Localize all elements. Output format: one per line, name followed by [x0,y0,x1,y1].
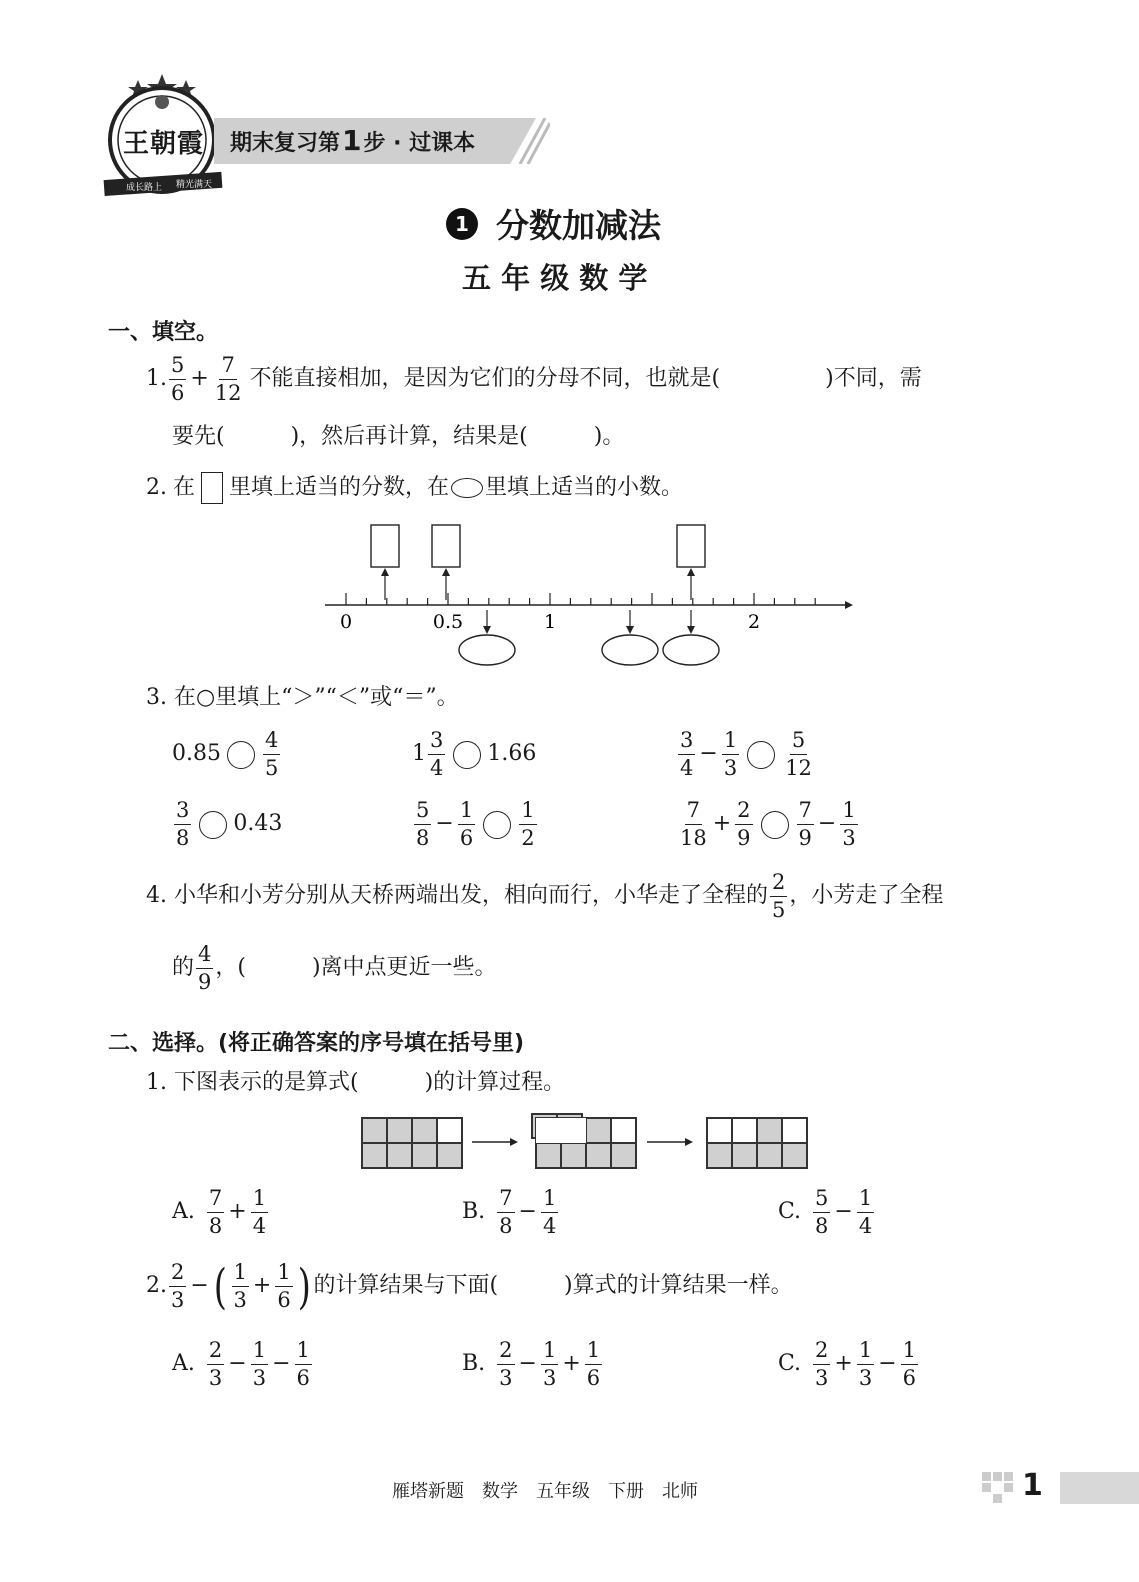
denominator: 8 [416,826,430,850]
question-1-3: 3. 在○里填上“＞”“＜”或“＝”。 [146,685,459,710]
denominator: 8 [208,1214,223,1238]
q2-text-a: 在 [173,474,196,500]
answer-ellipse[interactable] [602,635,658,665]
denominator: 6 [459,826,474,850]
fraction [275,1262,292,1311]
fraction [251,1188,268,1237]
fraction [263,730,280,779]
compare-r2c3 [676,800,860,849]
right-paren-icon: ) [297,1258,311,1315]
fraction [722,730,739,779]
denominator: 4 [542,1214,557,1238]
compare-circle[interactable] [747,741,775,769]
answer-box[interactable] [432,525,460,567]
q2-text-c: 里填上适当的小数。 [485,474,684,500]
grid-figure-3 [706,1117,808,1169]
arrow-right-icon [645,1134,695,1150]
logo-motto-left: 成长路上 [126,183,163,193]
denominator: 5 [264,756,279,780]
answer-box[interactable] [371,525,399,567]
denominator: 6 [296,1366,310,1390]
numerator: 1 [295,1340,312,1365]
denominator: 3 [858,1366,873,1390]
fraction [678,730,695,779]
subtitle: 五 年 级 数 学 [462,261,648,295]
fraction [857,1340,874,1389]
question-2-2 [146,1258,793,1315]
denominator: 9 [798,826,812,850]
denominator: 8 [499,1214,513,1238]
numerator: 3 [678,730,695,755]
banner-stripes-icon [490,118,550,164]
numerator: 7 [497,1188,514,1213]
question-1-2 [146,472,683,504]
fraction [196,944,213,993]
fraction [497,1340,514,1389]
compare-circle[interactable] [761,811,789,839]
footer-bar [1060,1472,1139,1504]
step-banner-text [230,124,475,157]
minus-sign: − [518,1351,537,1377]
option-letter: C. [778,1351,802,1377]
compare-circle[interactable] [199,811,227,839]
numerator: 4 [263,730,280,755]
q1-text-b: )不同，需 [825,366,922,392]
fraction [541,1188,558,1237]
denominator: 3 [499,1366,513,1390]
numerator: 7 [797,800,814,825]
numerator: 1 [901,1340,918,1365]
denominator: 4 [858,1214,873,1238]
minus-sign: − [228,1351,247,1377]
footer-text: 雁塔新题 数学 五年级 下册 北师 [392,1481,698,1502]
logo-motto-right: 精光满天 [176,180,213,190]
ellipse-icon [451,478,483,498]
fraction [497,1188,514,1237]
compare-r2c2 [412,800,539,849]
plus-sign: + [252,1273,272,1299]
option-letter: A. [172,1199,195,1225]
fraction [813,1340,830,1389]
denominator: 5 [772,898,786,922]
denominator: 6 [586,1366,601,1390]
fraction [783,730,814,779]
fraction [428,730,445,779]
fraction [251,1340,268,1389]
q2-text: 的计算结果与下面( )算式的计算结果一样。 [313,1273,793,1299]
denominator: 3 [723,756,738,780]
question-1-4 [146,872,943,921]
fraction [295,1340,312,1389]
question-1-1 [146,355,922,404]
numerator: 1 [251,1188,268,1213]
numerator: 7 [207,1188,224,1213]
whole-number: 1 [412,741,426,767]
numerator: 1 [519,800,536,825]
fraction [585,1340,602,1389]
minus-sign: − [272,1351,291,1377]
fraction [169,355,186,404]
numerator: 5 [790,730,807,755]
option-letter: C. [778,1199,802,1225]
q4-text: 4. 小华和小芳分别从天桥两端出发，相向而行，小华走了全程的 [146,883,768,909]
banner-suffix: 步 · 过课本 [363,131,476,156]
banner-prefix: 期末复习第 [230,131,341,156]
fraction [813,1188,830,1237]
grid-figure-1 [361,1117,463,1169]
numerator: 1 [232,1262,249,1287]
numerator: 3 [174,800,191,825]
fraction [213,355,244,404]
square-icon [201,472,223,504]
denominator: 3 [842,826,856,850]
compare-r1c1 [172,730,282,779]
fraction [207,1340,224,1389]
compare-circle[interactable] [483,811,511,839]
number-line-diagram [320,520,860,670]
numerator: 1 [458,800,475,825]
numerator: 1 [722,730,739,755]
banner-step-number: 1 [342,124,362,157]
denominator: 4 [252,1214,267,1238]
fraction [458,800,475,849]
number: 1.66 [487,741,537,767]
fraction [770,872,787,921]
denominator: 4 [430,756,444,780]
numerator: 5 [813,1188,830,1213]
footer-pattern-icon [982,1472,1022,1504]
answer-box[interactable] [677,525,705,567]
question-2-1: 1. 下图表示的是算式( )的计算过程。 [146,1070,566,1095]
section-heading-choice: 二、选择。(将正确答案的序号填在括号里) [108,1031,525,1056]
numerator: 1 [251,1340,268,1365]
numerator: 7 [685,800,702,825]
compare-r1c2 [412,730,536,779]
fraction [901,1340,918,1389]
numerator: 1 [840,800,857,825]
plus-sign: + [562,1351,581,1377]
minus-sign: − [878,1351,897,1377]
denominator: 3 [815,1366,829,1390]
denominator: 6 [902,1366,917,1390]
fraction [232,1262,249,1311]
section-heading-fill-blank: 一、填空。 [108,320,219,345]
axis-label: 0.5 [432,611,464,633]
numerator: 7 [219,355,236,380]
fraction [207,1188,224,1237]
page-number: 1 [1022,1468,1043,1503]
denominator: 3 [233,1288,247,1312]
numerator: 2 [813,1340,830,1365]
denominator: 3 [171,1288,185,1312]
minus-sign: − [817,811,837,837]
numerator: 2 [207,1340,224,1365]
number-line-ticks [346,593,815,605]
denominator: 12 [785,756,812,780]
q1-text-a: 不能直接相加，是因为它们的分母不同，也就是( [249,366,721,392]
denominator: 9 [737,826,751,850]
denominator: 3 [542,1366,557,1390]
denominator: 12 [214,381,242,405]
question-1-4-line2 [172,944,497,993]
denominator: 6 [171,381,185,405]
option-letter: B. [462,1199,486,1225]
axis-label: 1 [543,611,557,633]
denominator: 6 [277,1288,291,1312]
q4-line2-a: 的 [172,955,195,981]
denominator: 9 [198,970,212,994]
numerator: 1 [857,1188,874,1213]
plus-sign: + [228,1199,247,1225]
fraction [541,1340,558,1389]
compare-r1c3 [676,730,816,779]
fraction [797,800,814,849]
fraction [857,1188,874,1237]
minus-sign: − [834,1199,853,1225]
page-title [446,200,661,247]
option-a[interactable] [172,1188,270,1237]
fraction [678,800,709,849]
q2-num: 2. [146,1273,167,1299]
fraction [174,800,191,849]
fraction [735,800,752,849]
plus-sign: + [834,1351,853,1377]
numerator: 4 [196,944,213,969]
denominator: 8 [176,826,190,850]
numerator: 1 [541,1340,558,1365]
numerator: 2 [735,800,752,825]
q2-text-b: 里填上适当的分数，在 [229,474,450,500]
number: 0.85 [172,741,221,767]
q1-num: 1. [146,366,167,392]
answer-ellipse[interactable] [663,635,719,665]
plus-sign: + [712,811,732,837]
numerator: 2 [169,1262,186,1287]
left-paren-icon: ( [213,1258,227,1315]
fraction [519,800,536,849]
option-letter: A. [172,1351,195,1377]
q1-line2: 要先( )，然后再计算，结果是( )。 [172,424,625,449]
option-b[interactable] [462,1340,604,1389]
compare-circle[interactable] [227,741,255,769]
numerator: 2 [770,872,787,897]
minus-sign: − [435,811,454,837]
minus-sign: − [699,741,718,767]
denominator: 2 [521,826,535,850]
axis-label: 0 [339,611,353,633]
numerator: 5 [169,355,186,380]
axis-label: 2 [747,611,761,633]
compare-circle[interactable] [453,741,481,769]
compare-r2c1 [172,800,282,849]
title-text: 分数加减法 [496,206,661,245]
option-a[interactable] [172,1340,314,1389]
denominator: 8 [815,1214,829,1238]
plus-sign: + [190,366,209,392]
minus-sign: − [518,1199,537,1225]
denominator: 3 [252,1366,267,1390]
denominator: 4 [680,756,694,780]
denominator: 3 [208,1366,223,1390]
answer-ellipse[interactable] [459,635,515,665]
numerator: 2 [497,1340,514,1365]
grid-figure-2 [535,1117,637,1169]
fraction [840,800,857,849]
q4-line2-b: ，( )离中点更近一些。 [215,955,497,981]
fraction [169,1262,186,1311]
minus-sign: − [190,1273,209,1299]
denominator: 18 [680,826,707,850]
numerator: 1 [541,1188,558,1213]
number: 0.43 [233,811,283,837]
logo-name: 王朝霞 [122,129,204,159]
option-c[interactable] [778,1340,920,1389]
title-number-badge: 1 [446,208,478,240]
option-c[interactable] [778,1188,876,1237]
numerator: 3 [428,730,445,755]
q4-text-end: ，小芳走了全程 [789,883,944,909]
numerator: 5 [414,800,431,825]
fraction [414,800,431,849]
numerator: 1 [857,1340,874,1365]
numerator: 1 [585,1340,602,1365]
option-b[interactable] [462,1188,560,1237]
option-letter: B. [462,1351,486,1377]
numerator: 1 [275,1262,292,1287]
q2-num: 2. [146,474,167,500]
arrow-right-icon [470,1134,520,1150]
